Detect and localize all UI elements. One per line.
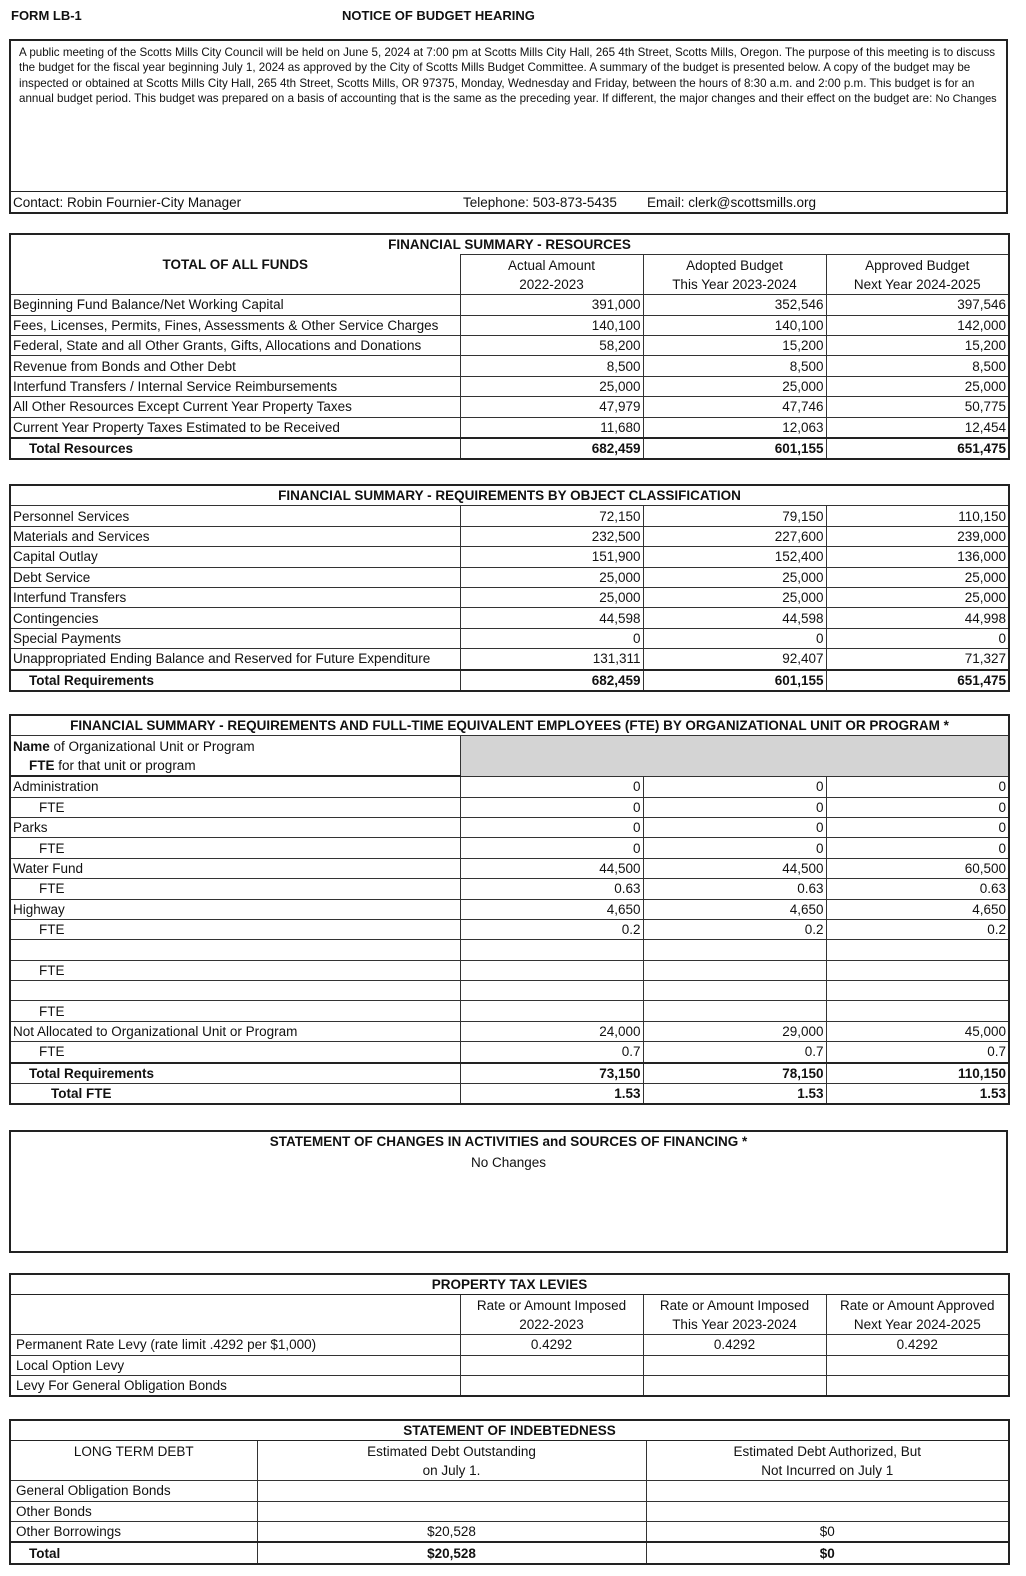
contact-name: Contact: Robin Fournier-City Manager [13,195,242,210]
row-value: 8,500 [643,356,826,376]
row-value: 0.63 [460,879,643,899]
row-value: 110,150 [826,506,1009,526]
row-value [643,960,826,980]
table-row [10,899,1009,919]
row-value: 0 [826,797,1009,817]
fte-fte-header: FTE for that unit or program [10,756,460,776]
row-value: 0.7 [460,1042,643,1063]
row-label: Contingencies [10,608,460,628]
row-value: 25,000 [460,587,643,607]
row-value: 0 [643,776,826,797]
row-value: 44,500 [460,858,643,878]
table-row [10,547,1009,567]
row-value: 15,200 [643,335,826,355]
row-value: 25,000 [826,567,1009,587]
row-value: 29,000 [643,1021,826,1041]
row-value: $20,528 [257,1521,646,1542]
table-row [10,1501,1009,1521]
row-value: 0 [460,817,643,837]
levies-col1b: 2022-2023 [460,1315,643,1335]
row-label: Not Allocated to Organizational Unit or Program [10,1021,460,1041]
intro-changes: No Changes [935,92,997,105]
row-value: 0.7 [643,1042,826,1063]
row-value: 0.2 [460,919,643,939]
row-value: 0 [826,628,1009,648]
table-row [10,1521,1009,1542]
fte-table [9,714,1010,1105]
row-value: 0.4292 [643,1335,826,1355]
statement-title: STATEMENT OF CHANGES IN ACTIVITIES and SOURCES OF FINANCING * [269,1134,748,1149]
table-row [10,356,1009,376]
fte-name-header: Name of Organizational Unit or Program [10,736,460,756]
table-row [10,526,1009,546]
intro-paragraph [19,45,998,107]
form-id: FORM LB-1 [11,8,82,23]
table-row [10,1335,1009,1355]
row-label: FTE [10,797,460,817]
levies-col2a: Rate or Amount Imposed [643,1295,826,1315]
row-value: $0 [646,1521,1009,1542]
fte-grey-cell [460,736,1009,776]
resources-title: FINANCIAL SUMMARY - RESOURCES [10,234,1009,255]
row-value: 11,680 [460,417,643,438]
resources-col0: TOTAL OF ALL FUNDS [10,255,460,275]
table-row [10,776,1009,797]
row-value: 92,407 [643,649,826,670]
row-value: 0.2 [643,919,826,939]
resources-table [9,233,1010,460]
debt-col0: LONG TERM DEBT [10,1441,257,1461]
row-value: 0.4292 [826,1335,1009,1355]
row-value: 0.4292 [460,1335,643,1355]
table-row [10,960,1009,980]
resources-total-row: Total Resources 682,459 601,155 651,475 [10,438,1009,459]
row-value: 152,400 [643,547,826,567]
row-value: 47,979 [460,397,643,417]
row-value: 12,454 [826,417,1009,438]
row-label: All Other Resources Except Current Year Property Taxes [10,397,460,417]
requirements-title: FINANCIAL SUMMARY - REQUIREMENTS BY OBJECT CLASSIFICATION [10,485,1009,506]
table-row [10,879,1009,899]
levies-table [9,1273,1010,1397]
row-label: Interfund Transfers / Internal Service Reimbursements [10,376,460,396]
row-label: Other Bonds [10,1501,257,1521]
table-row [10,506,1009,526]
contact-bar [11,191,1006,213]
table-row [10,981,1009,1001]
row-label: Parks [10,817,460,837]
fte-total-requirements-row: Total Requirements 73,150 78,150 110,150 [10,1063,1009,1084]
row-value [460,940,643,960]
row-value: 25,000 [826,587,1009,607]
resources-col1b: 2022-2023 [460,275,643,295]
resources-col2a: Adopted Budget [643,255,826,275]
row-value: 397,546 [826,295,1009,315]
row-value: 0 [460,838,643,858]
table-row [10,628,1009,648]
row-value [460,1375,643,1396]
row-label: Highway [10,899,460,919]
table-row [10,797,1009,817]
resources-col3b: Next Year 2024-2025 [826,275,1009,295]
row-value [826,940,1009,960]
row-label: Interfund Transfers [10,587,460,607]
row-value [460,960,643,980]
resources-rows [10,295,1009,438]
intro-text: A public meeting of the Scotts Mills City Council will be held on June 5, 2024 at 7:00 pm at Scotts Mills City Hall, 265 4th Street, Scotts Mills, Oregon. The purpose of this meeting is to discuss the budget for the fiscal year beginning July 1, 2024 as approved by the City of Scotts Mills Budget Committee. A summary of the budget is presented below. A copy of the budget may be inspected or obtained at Scotts Mills City Hall, 265 4th Street, Scotts Mills, OR 97375, Monday, Wednesday and Friday, between the hours of 8:30 a.m. and 2:00 p.m. This budget is for an annual budget period. This budget was prepared on a basis of accounting that is the same as the preceding year. If different, the major changes and their effect on the budget are: [19,46,996,105]
row-value: 25,000 [643,587,826,607]
row-value [826,960,1009,980]
row-value: 44,598 [460,608,643,628]
contact-email[interactable]: Email: clerk@scottsmills.org [647,195,816,210]
row-label: Debt Service [10,567,460,587]
debt-table [9,1419,1010,1565]
row-value: 44,998 [826,608,1009,628]
page-title: NOTICE OF BUDGET HEARING [342,8,535,23]
row-value [643,940,826,960]
row-value: 232,500 [460,526,643,546]
row-value [460,1001,643,1021]
resources-col1a: Actual Amount [460,255,643,275]
row-label: Personnel Services [10,506,460,526]
row-label: Revenue from Bonds and Other Debt [10,356,460,376]
table-row [10,1001,1009,1021]
debt-total-row: Total $20,528 $0 [10,1542,1009,1563]
levies-col1a: Rate or Amount Imposed [460,1295,643,1315]
row-value: 0.7 [826,1042,1009,1063]
row-value: 131,311 [460,649,643,670]
row-label [10,940,460,960]
row-value: 239,000 [826,526,1009,546]
row-value: 44,500 [643,858,826,878]
table-row [10,858,1009,878]
row-value: 0 [643,838,826,858]
row-label: Water Fund [10,858,460,878]
row-value [643,1001,826,1021]
row-label: Materials and Services [10,526,460,546]
row-value: 25,000 [826,376,1009,396]
row-value [257,1481,646,1501]
debt-col2b: Not Incurred on July 1 [646,1461,1009,1481]
resources-col3a: Approved Budget [826,255,1009,275]
row-label: FTE [10,1042,460,1063]
row-label: FTE [10,879,460,899]
row-value [826,1001,1009,1021]
row-value: 0.63 [826,879,1009,899]
row-value: 47,746 [643,397,826,417]
fte-title: FINANCIAL SUMMARY - REQUIREMENTS AND FULL-TIME EQUIVALENT EMPLOYEES (FTE) BY ORGANIZATIONAL UNIT OR PROGRAM * [10,715,1009,736]
row-value: 25,000 [643,567,826,587]
row-value [646,1481,1009,1501]
row-value: 0 [643,797,826,817]
row-value: 60,500 [826,858,1009,878]
statement-box [9,1130,1008,1253]
row-value: 136,000 [826,547,1009,567]
row-label: General Obligation Bonds [10,1481,257,1501]
intro-box [9,39,1008,214]
row-label: Unappropriated Ending Balance and Reserved for Future Expenditure [10,649,460,670]
debt-col1b: on July 1. [257,1461,646,1481]
row-value: 142,000 [826,315,1009,335]
debt-col1a: Estimated Debt Outstanding [257,1441,646,1461]
row-value: 79,150 [643,506,826,526]
row-value: 4,650 [460,899,643,919]
row-value [826,1355,1009,1375]
table-row [10,1375,1009,1396]
row-label: Beginning Fund Balance/Net Working Capital [10,295,460,315]
row-label: FTE [10,1001,460,1021]
row-label: Current Year Property Taxes Estimated to be Received [10,417,460,438]
row-value [646,1501,1009,1521]
levies-title: PROPERTY TAX LEVIES [10,1274,1009,1295]
row-value: 140,100 [643,315,826,335]
row-value: 25,000 [643,376,826,396]
row-value: 0 [643,817,826,837]
contact-telephone: Telephone: 503-873-5435 [463,195,617,210]
table-row [10,315,1009,335]
row-label: FTE [10,919,460,939]
row-label: Local Option Levy [10,1355,460,1375]
debt-rows [10,1481,1009,1543]
table-row [10,567,1009,587]
row-value [643,981,826,1001]
row-value: 25,000 [460,567,643,587]
row-value: 352,546 [643,295,826,315]
row-label: Capital Outlay [10,547,460,567]
table-row [10,649,1009,670]
row-value: 151,900 [460,547,643,567]
debt-col2a: Estimated Debt Authorized, But [646,1441,1009,1461]
table-row [10,1042,1009,1063]
row-value: 0 [460,628,643,648]
row-label: Fees, Licenses, Permits, Fines, Assessments & Other Service Charges [10,315,460,335]
table-row [10,608,1009,628]
table-row [10,587,1009,607]
row-value: 12,063 [643,417,826,438]
levies-col3a: Rate or Amount Approved [826,1295,1009,1315]
table-row [10,1481,1009,1501]
row-value: 0 [826,838,1009,858]
row-label: FTE [10,838,460,858]
row-value: 8,500 [826,356,1009,376]
row-value: 15,200 [826,335,1009,355]
row-value: 0.2 [826,919,1009,939]
row-label: Permanent Rate Levy (rate limit .4292 per $1,000) [10,1335,460,1355]
row-label: Special Payments [10,628,460,648]
table-row [10,838,1009,858]
row-value: 24,000 [460,1021,643,1041]
requirements-table [9,484,1010,692]
fte-rows [10,776,1009,1062]
row-value: 0 [826,817,1009,837]
table-row [10,940,1009,960]
levies-col3b: Next Year 2024-2025 [826,1315,1009,1335]
row-value: 58,200 [460,335,643,355]
row-value: 25,000 [460,376,643,396]
row-value: 71,327 [826,649,1009,670]
row-value [460,981,643,1001]
row-value: 0.63 [643,879,826,899]
row-value: 227,600 [643,526,826,546]
debt-title: STATEMENT OF INDEBTEDNESS [10,1420,1009,1441]
table-row [10,417,1009,438]
row-value [460,1355,643,1375]
requirements-total-row: Total Requirements 682,459 601,155 651,475 [10,670,1009,691]
row-value [826,1375,1009,1396]
row-value: 140,100 [460,315,643,335]
row-value: 4,650 [826,899,1009,919]
row-value [643,1375,826,1396]
table-row [10,817,1009,837]
row-value [643,1355,826,1375]
row-value: 72,150 [460,506,643,526]
row-label: Federal, State and all Other Grants, Gifts, Allocations and Donations [10,335,460,355]
row-value: 0 [460,797,643,817]
table-row [10,295,1009,315]
row-label: Levy For General Obligation Bonds [10,1375,460,1396]
row-value: 44,598 [643,608,826,628]
row-label: FTE [10,960,460,980]
row-value: 0 [826,776,1009,797]
table-row [10,397,1009,417]
levies-rows [10,1335,1009,1397]
row-value [257,1501,646,1521]
row-label [10,981,460,1001]
requirements-rows [10,506,1009,670]
resources-col2b: This Year 2023-2024 [643,275,826,295]
table-row [10,1021,1009,1041]
row-value: 0 [460,776,643,797]
row-label: Other Borrowings [10,1521,257,1542]
levies-col2b: This Year 2023-2024 [643,1315,826,1335]
statement-text: No Changes [470,1155,547,1170]
table-row [10,335,1009,355]
row-value: 0 [643,628,826,648]
table-row [10,376,1009,396]
row-value: 4,650 [643,899,826,919]
row-value [826,981,1009,1001]
row-value: 45,000 [826,1021,1009,1041]
row-value: 391,000 [460,295,643,315]
row-value: 50,775 [826,397,1009,417]
row-label: Administration [10,776,460,797]
row-value: 8,500 [460,356,643,376]
table-row [10,1355,1009,1375]
table-row [10,919,1009,939]
fte-total-fte-row: Total FTE 1.53 1.53 1.53 [10,1084,1009,1105]
